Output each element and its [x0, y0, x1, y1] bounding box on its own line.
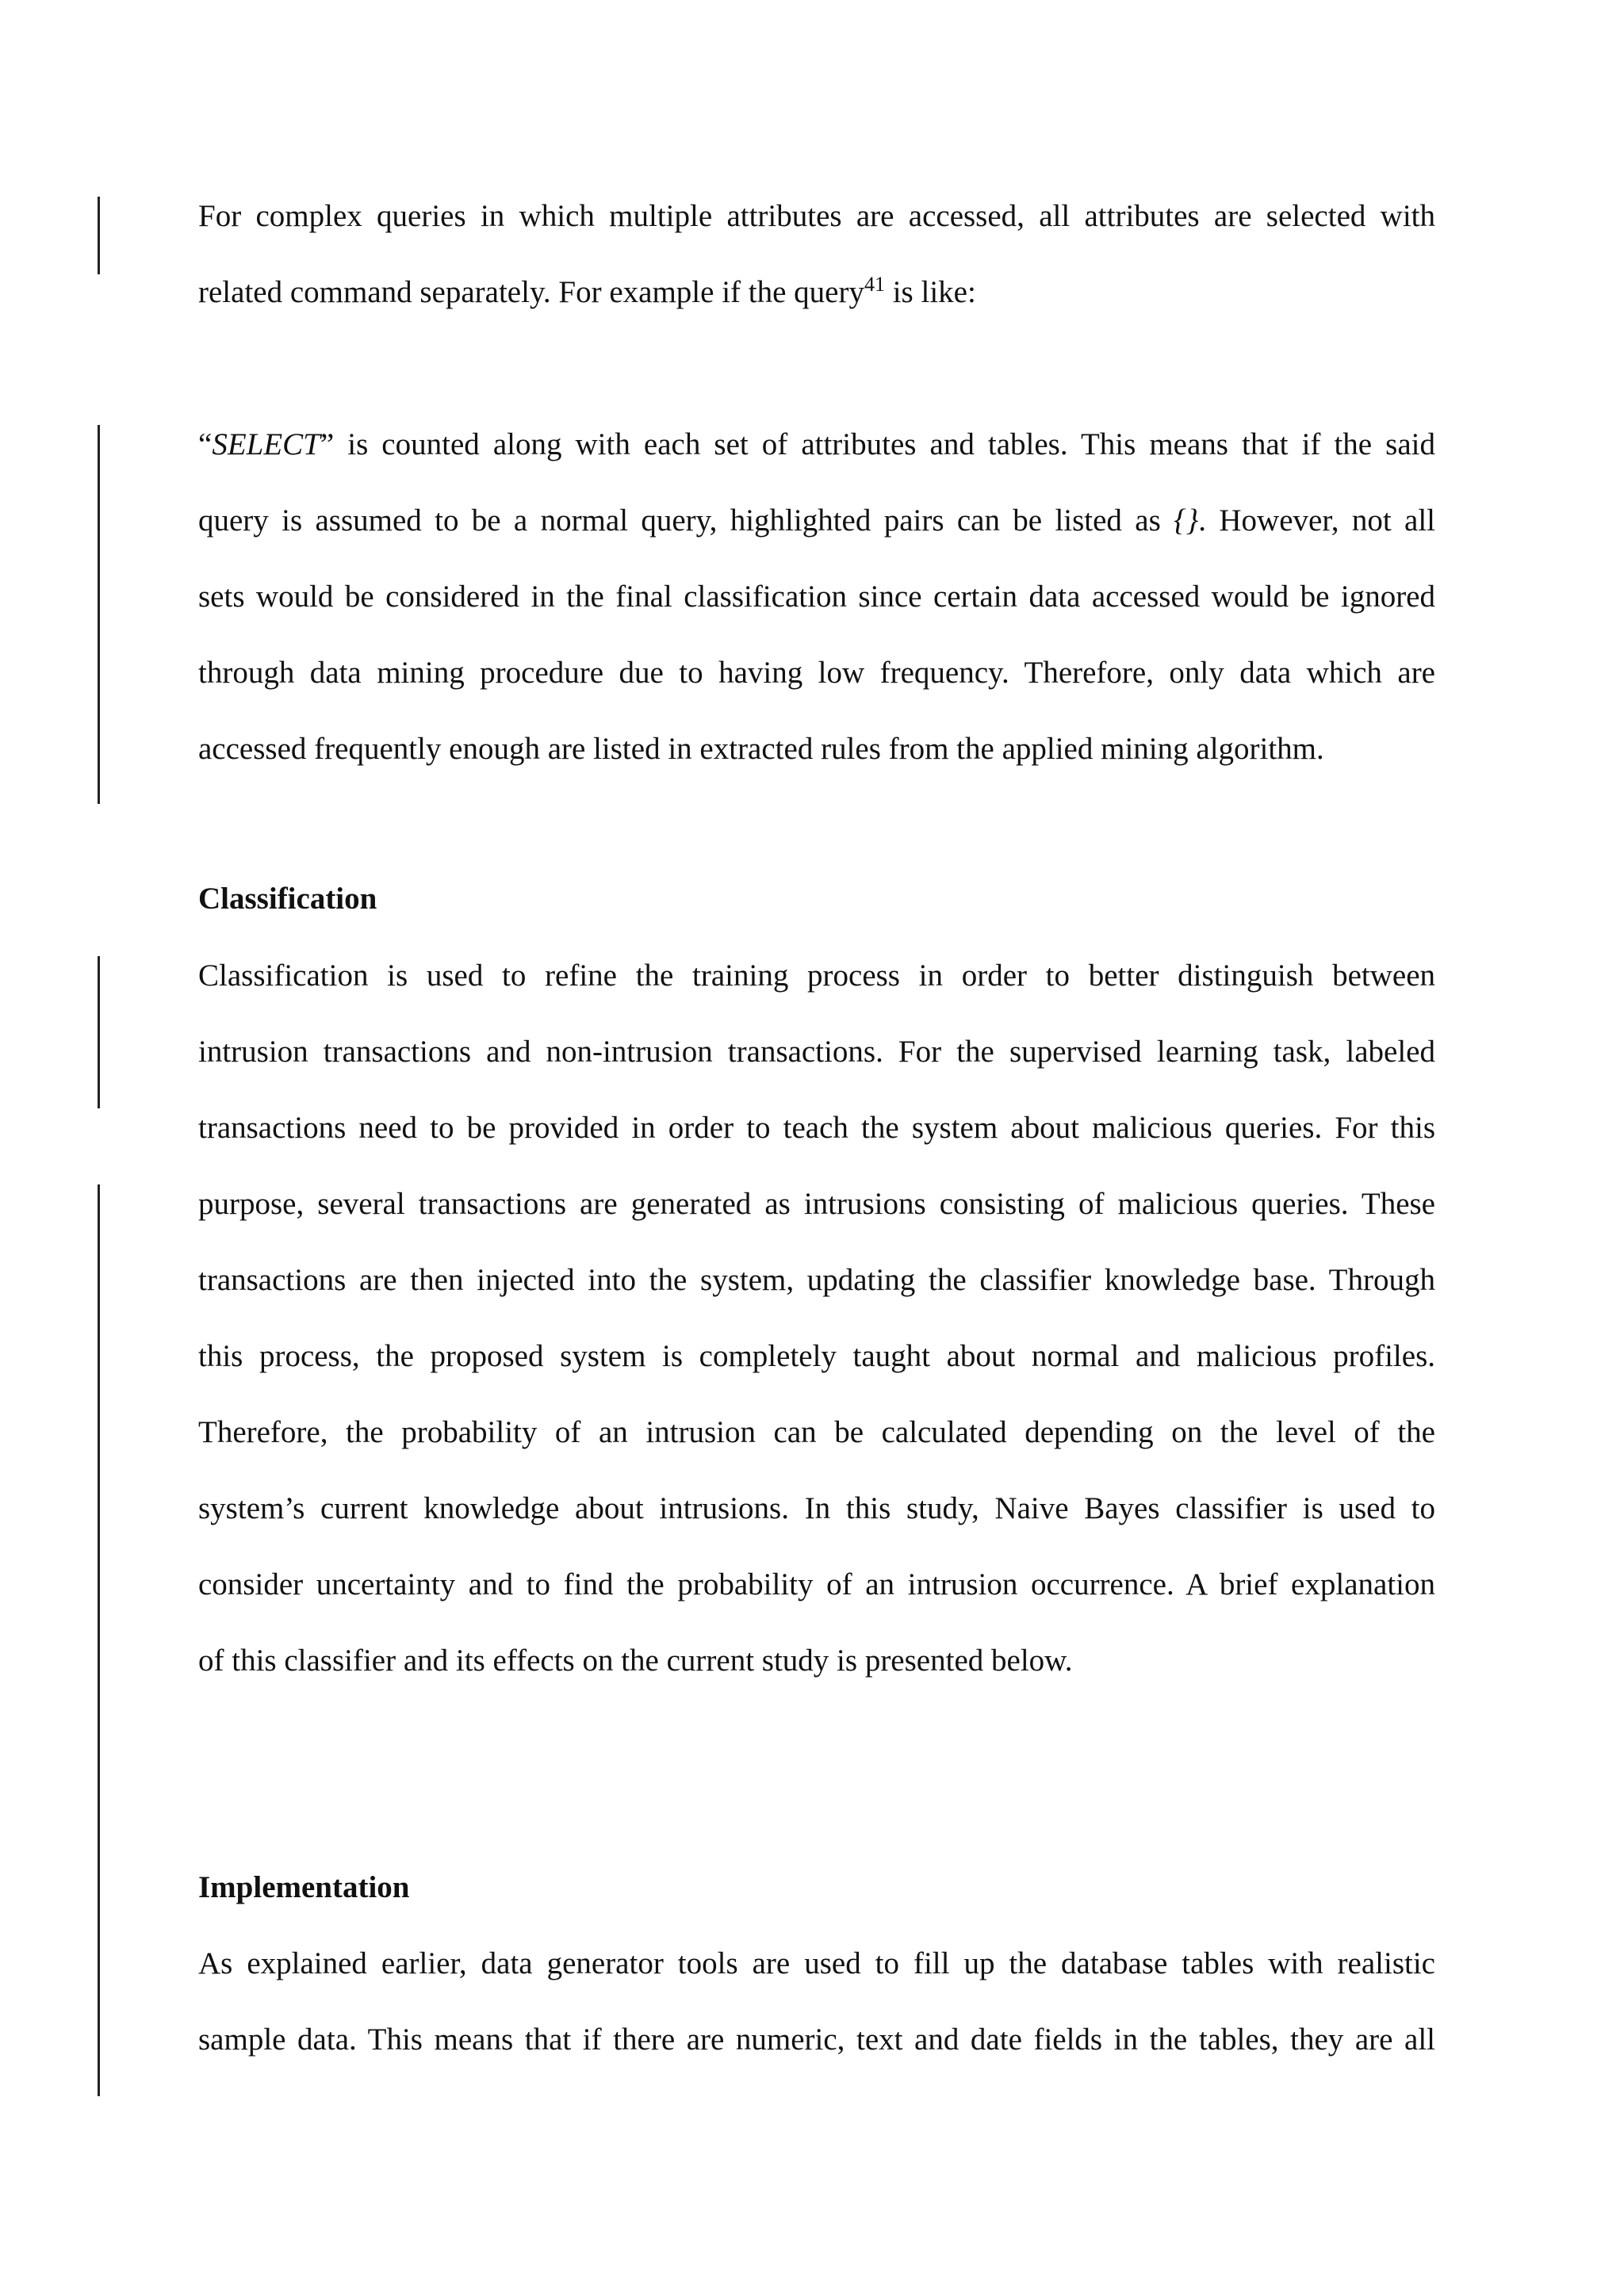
paragraph-line: “SELECT” is counted along with each set of attributes and tables. This means that if the said — [198, 427, 1435, 461]
paragraph-line: transactions are then injected into the system, updating the classifier knowledge base. Through — [198, 1263, 1435, 1297]
empty-set: {} — [1174, 503, 1199, 538]
paragraph-line: through data mining procedure due to having low frequency. Therefore, only data which are — [198, 656, 1435, 690]
paragraph-line: Therefore, the probability of an intrusion can be calculated depending on the level of the — [198, 1415, 1435, 1449]
section-heading-implementation: Implementation — [198, 1870, 410, 1904]
revision-bar-1 — [98, 197, 100, 274]
paragraph-line: query is assumed to be a normal query, highlighted pairs can be listed as {}. However, not all — [198, 503, 1435, 538]
paragraph-line: Classification is used to refine the training process in order to better distinguish between — [198, 959, 1435, 993]
paragraph-line: consider uncertainty and to find the probability of an intrusion occurrence. A brief explanation — [198, 1567, 1435, 1601]
revision-bar-4 — [98, 1184, 100, 2096]
select-keyword: SELECT — [212, 427, 320, 461]
paragraph-line: this process, the proposed system is completely taught about normal and malicious profiles. — [198, 1339, 1435, 1373]
revision-bar-2 — [98, 425, 100, 804]
paragraph-line: accessed frequently enough are listed in extracted rules from the applied mining algorithm. — [198, 732, 1324, 766]
paragraph-line: of this classifier and its effects on the current study is presented below. — [198, 1644, 1073, 1678]
revision-bar-3 — [98, 956, 100, 1108]
section-heading-classification: Classification — [198, 882, 377, 916]
paragraph-line: sets would be considered in the final classification since certain data accessed would be ignored — [198, 580, 1435, 614]
citation-superscript: 41 — [864, 273, 885, 296]
paragraph-line: related command separately. For example if the query$^{41}$ is like: — [198, 273, 976, 309]
paragraph-line: As explained earlier, data generator tools are used to fill up the database tables with realistic — [198, 1946, 1435, 1980]
paragraph-line: For complex queries in which multiple attributes are accessed, all attributes are selected with — [198, 199, 1435, 233]
paragraph-line: sample data. This means that if there are numeric, text and date fields in the tables, they are all — [198, 2022, 1435, 2057]
paragraph-line: purpose, several transactions are generated as intrusions consisting of malicious queries. These — [198, 1187, 1435, 1221]
paragraph-line: system’s current knowledge about intrusions. In this study, Naive Bayes classifier is used to — [198, 1491, 1435, 1525]
paragraph-line: transactions need to be provided in order to teach the system about malicious queries. For this — [198, 1111, 1435, 1145]
paragraph-line: intrusion transactions and non-intrusion transactions. For the supervised learning task, labeled — [198, 1035, 1435, 1069]
